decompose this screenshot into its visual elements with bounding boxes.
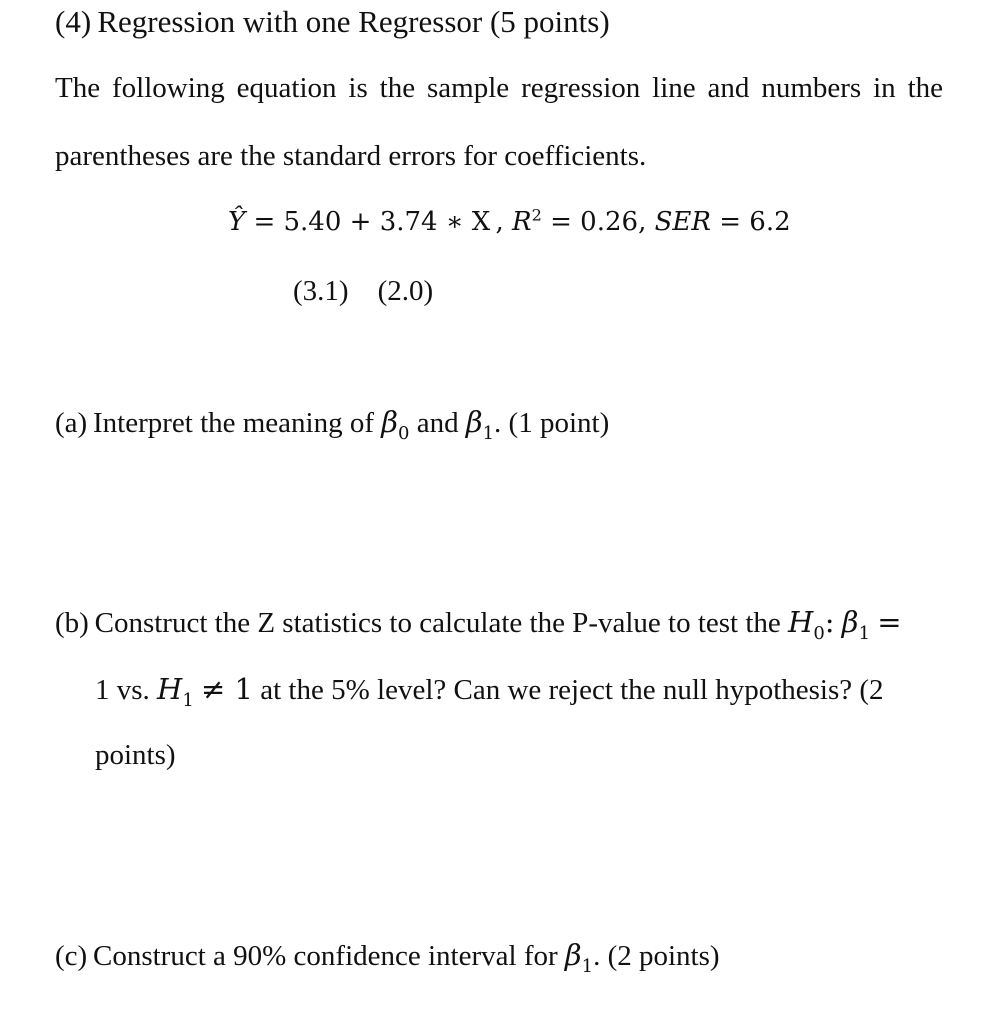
part-b-line-2 [95,671,884,711]
h1: H [157,672,183,706]
not-equal-one: ≠ 1 [201,672,253,706]
beta1: β [465,405,483,439]
question-title: (4) Regression with one Regressor (5 points) [55,4,610,39]
equation-rhs: = 5.40 + 3.74 ∗ X , [253,207,504,237]
h1-sub: 1 [182,689,194,711]
beta0-sub: 0 [398,422,410,444]
part-b-lead: (b) Construct the Z statistics to calculate the P-value to test the [55,607,781,639]
beta0: β [381,405,399,439]
part-c-tail: . (2 points) [593,940,720,972]
part-a-tail: . (1 point) [494,407,610,439]
standard-errors: (3.1) (2.0) [293,275,434,307]
h0-colon: : [824,605,835,639]
part-b-one-vs: 1 vs. [95,674,150,706]
ser-value: = 6.2 [719,207,791,237]
beta1-sub: 1 [482,422,495,444]
r-squared-value: = 0.26, [550,207,647,237]
beta1-b: β [841,605,859,639]
regression-equation [228,204,791,240]
h0: H [788,605,814,639]
r-squared-exp: 2 [531,205,542,225]
y-hat: Ŷ [228,207,246,237]
part-c-lead: (c) Construct a 90% confidence interval for [55,940,558,972]
r-squared-var: R [512,207,532,237]
beta1-b-sub: 1 [858,622,870,644]
part-a-lead: (a) Interpret the meaning of [55,407,375,439]
beta1-c-sub: 1 [581,955,594,977]
part-b-question: at the 5% level? Can we reject the null hypothesis? (2 [260,674,884,706]
part-c [55,937,720,977]
h0-sub: 0 [813,622,825,644]
part-a [55,404,610,444]
part-b-line-3: points) [95,739,176,771]
part-b-line-1 [55,604,902,644]
beta1-c: β [564,938,582,972]
equals-sign: = [877,605,902,639]
part-a-and: and [416,407,459,439]
intro-line-1: The following equation is the sample regression line and numbers in the [55,72,943,104]
ser-var: SER [654,207,711,237]
intro-line-2: parentheses are the standard errors for coefficients. [55,140,647,172]
